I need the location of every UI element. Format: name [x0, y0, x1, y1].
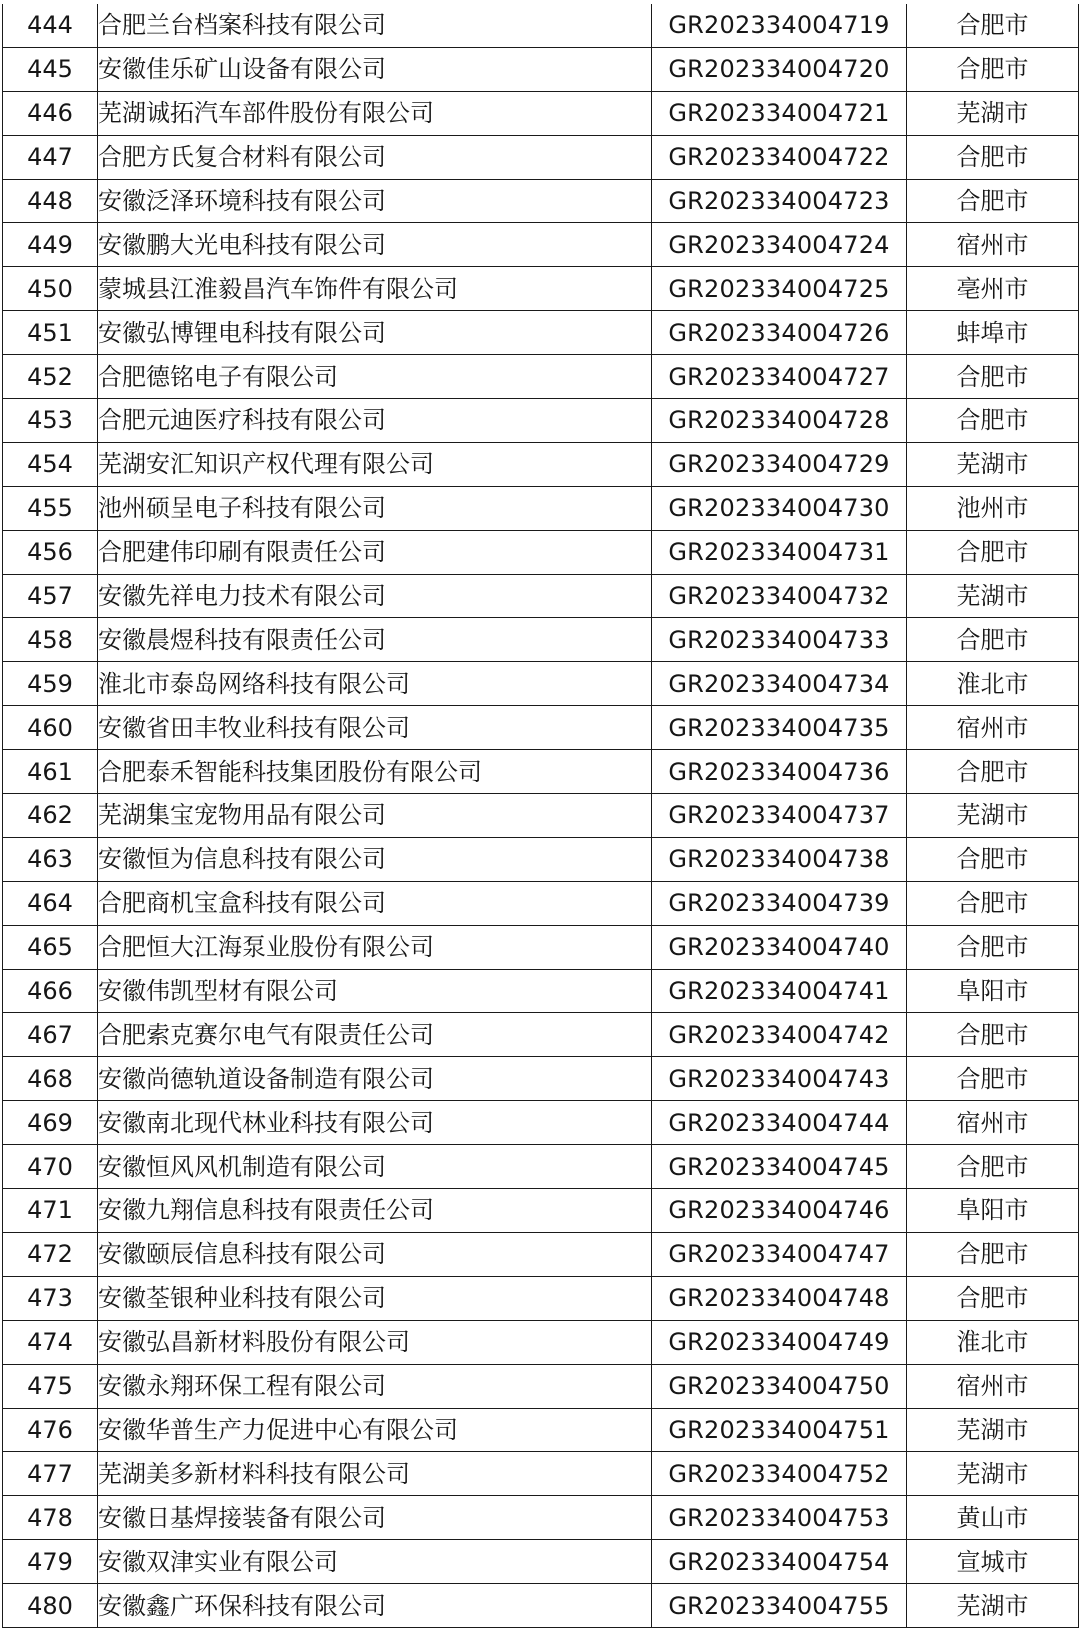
row-number: 452 [3, 355, 98, 399]
row-number: 453 [3, 399, 98, 443]
table-row [3, 530, 1079, 574]
city-name: 合肥市 [907, 530, 1079, 574]
company-name: 安徽弘博锂电科技有限公司 [98, 311, 652, 355]
certificate-number: GR202334004739 [652, 881, 907, 925]
company-name: 安徽恒为信息科技有限公司 [98, 837, 652, 881]
row-number: 477 [3, 1452, 98, 1496]
row-number: 444 [3, 4, 98, 47]
certificate-number: GR202334004733 [652, 618, 907, 662]
city-name: 蚌埠市 [907, 311, 1079, 355]
row-number: 467 [3, 1013, 98, 1057]
city-name: 合肥市 [907, 399, 1079, 443]
table-row [3, 179, 1079, 223]
row-number: 450 [3, 267, 98, 311]
city-name: 合肥市 [907, 837, 1079, 881]
table-body [3, 4, 1079, 1627]
certificate-number: GR202334004747 [652, 1232, 907, 1276]
certificate-number: GR202334004744 [652, 1101, 907, 1145]
certificate-number: GR202334004755 [652, 1584, 907, 1628]
city-name: 合肥市 [907, 750, 1079, 794]
row-number: 470 [3, 1145, 98, 1189]
row-number: 461 [3, 750, 98, 794]
table-row [3, 574, 1079, 618]
row-number: 475 [3, 1364, 98, 1408]
certificate-number: GR202334004742 [652, 1013, 907, 1057]
company-table [2, 4, 1079, 1628]
company-name: 合肥建伟印刷有限责任公司 [98, 530, 652, 574]
certificate-number: GR202334004754 [652, 1540, 907, 1584]
company-name: 安徽南北现代林业科技有限公司 [98, 1101, 652, 1145]
city-name: 宿州市 [907, 1364, 1079, 1408]
row-number: 458 [3, 618, 98, 662]
table-row [3, 135, 1079, 179]
table-row [3, 223, 1079, 267]
table-row [3, 1584, 1079, 1628]
certificate-number: GR202334004743 [652, 1057, 907, 1101]
city-name: 芜湖市 [907, 442, 1079, 486]
city-name: 黄山市 [907, 1496, 1079, 1540]
row-number: 454 [3, 442, 98, 486]
table-row [3, 1145, 1079, 1189]
row-number: 473 [3, 1276, 98, 1320]
certificate-number: GR202334004732 [652, 574, 907, 618]
certificate-number: GR202334004728 [652, 399, 907, 443]
company-name: 安徽尚德轨道设备制造有限公司 [98, 1057, 652, 1101]
row-number: 465 [3, 925, 98, 969]
row-number: 451 [3, 311, 98, 355]
certificate-number: GR202334004736 [652, 750, 907, 794]
certificate-number: GR202334004735 [652, 706, 907, 750]
company-name: 芜湖安汇知识产权代理有限公司 [98, 442, 652, 486]
certificate-number: GR202334004751 [652, 1408, 907, 1452]
certificate-number: GR202334004737 [652, 794, 907, 838]
table-row [3, 4, 1079, 47]
row-number: 479 [3, 1540, 98, 1584]
city-name: 宿州市 [907, 706, 1079, 750]
city-name: 合肥市 [907, 1013, 1079, 1057]
city-name: 宿州市 [907, 1101, 1079, 1145]
row-number: 466 [3, 969, 98, 1013]
company-name: 安徽颐辰信息科技有限公司 [98, 1232, 652, 1276]
certificate-number: GR202334004738 [652, 837, 907, 881]
certificate-number: GR202334004721 [652, 91, 907, 135]
certificate-number: GR202334004719 [652, 4, 907, 47]
row-number: 462 [3, 794, 98, 838]
table-row [3, 486, 1079, 530]
table-row [3, 1452, 1079, 1496]
city-name: 池州市 [907, 486, 1079, 530]
certificate-number: GR202334004729 [652, 442, 907, 486]
city-name: 芜湖市 [907, 794, 1079, 838]
company-name: 安徽鑫广环保科技有限公司 [98, 1584, 652, 1628]
company-name: 安徽省田丰牧业科技有限公司 [98, 706, 652, 750]
city-name: 合肥市 [907, 1145, 1079, 1189]
company-name: 安徽永翔环保工程有限公司 [98, 1364, 652, 1408]
row-number: 469 [3, 1101, 98, 1145]
company-name: 安徽先祥电力技术有限公司 [98, 574, 652, 618]
city-name: 合肥市 [907, 925, 1079, 969]
company-name: 安徽华普生产力促进中心有限公司 [98, 1408, 652, 1452]
company-name: 安徽伟凯型材有限公司 [98, 969, 652, 1013]
table-row [3, 1276, 1079, 1320]
certificate-number: GR202334004722 [652, 135, 907, 179]
certificate-number: GR202334004727 [652, 355, 907, 399]
city-name: 淮北市 [907, 1320, 1079, 1364]
row-number: 459 [3, 662, 98, 706]
certificate-number: GR202334004730 [652, 486, 907, 530]
city-name: 合肥市 [907, 881, 1079, 925]
company-name: 合肥恒大江海泵业股份有限公司 [98, 925, 652, 969]
table-row [3, 750, 1079, 794]
city-name: 合肥市 [907, 355, 1079, 399]
company-name: 安徽双津实业有限公司 [98, 1540, 652, 1584]
row-number: 446 [3, 91, 98, 135]
company-name: 蒙城县江淮毅昌汽车饰件有限公司 [98, 267, 652, 311]
row-number: 471 [3, 1189, 98, 1233]
certificate-number: GR202334004740 [652, 925, 907, 969]
city-name: 合肥市 [907, 47, 1079, 91]
row-number: 474 [3, 1320, 98, 1364]
table-row [3, 47, 1079, 91]
certificate-number: GR202334004734 [652, 662, 907, 706]
certificate-number: GR202334004749 [652, 1320, 907, 1364]
table-row [3, 1320, 1079, 1364]
company-name: 合肥索克赛尔电气有限责任公司 [98, 1013, 652, 1057]
company-name: 芜湖美多新材料科技有限公司 [98, 1452, 652, 1496]
company-name: 安徽泛泽环境科技有限公司 [98, 179, 652, 223]
row-number: 472 [3, 1232, 98, 1276]
table-row [3, 925, 1079, 969]
table-row [3, 355, 1079, 399]
table-row [3, 1496, 1079, 1540]
city-name: 阜阳市 [907, 969, 1079, 1013]
city-name: 合肥市 [907, 1057, 1079, 1101]
company-name: 安徽晨煜科技有限责任公司 [98, 618, 652, 662]
company-name: 合肥兰台档案科技有限公司 [98, 4, 652, 47]
certificate-number: GR202334004750 [652, 1364, 907, 1408]
table-row [3, 1232, 1079, 1276]
row-number: 455 [3, 486, 98, 530]
table-row [3, 1101, 1079, 1145]
table-row [3, 969, 1079, 1013]
company-name: 安徽九翔信息科技有限责任公司 [98, 1189, 652, 1233]
certificate-number: GR202334004745 [652, 1145, 907, 1189]
certificate-number: GR202334004720 [652, 47, 907, 91]
table-row [3, 794, 1079, 838]
company-name: 安徽恒风风机制造有限公司 [98, 1145, 652, 1189]
company-name: 安徽佳乐矿山设备有限公司 [98, 47, 652, 91]
table-row [3, 442, 1079, 486]
city-name: 合肥市 [907, 179, 1079, 223]
table-row [3, 618, 1079, 662]
table-row [3, 706, 1079, 750]
table-row [3, 1013, 1079, 1057]
city-name: 合肥市 [907, 135, 1079, 179]
company-name: 合肥商机宝盒科技有限公司 [98, 881, 652, 925]
company-name: 安徽鹏大光电科技有限公司 [98, 223, 652, 267]
city-name: 亳州市 [907, 267, 1079, 311]
city-name: 宣城市 [907, 1540, 1079, 1584]
city-name: 淮北市 [907, 662, 1079, 706]
company-name: 芜湖诚拓汽车部件股份有限公司 [98, 91, 652, 135]
certificate-number: GR202334004752 [652, 1452, 907, 1496]
city-name: 芜湖市 [907, 574, 1079, 618]
city-name: 芜湖市 [907, 1408, 1079, 1452]
company-name: 安徽荃银种业科技有限公司 [98, 1276, 652, 1320]
certificate-number: GR202334004731 [652, 530, 907, 574]
company-name: 安徽日基焊接装备有限公司 [98, 1496, 652, 1540]
row-number: 468 [3, 1057, 98, 1101]
city-name: 合肥市 [907, 1276, 1079, 1320]
table-row [3, 267, 1079, 311]
city-name: 芜湖市 [907, 1452, 1079, 1496]
table-row [3, 1189, 1079, 1233]
company-name: 合肥德铭电子有限公司 [98, 355, 652, 399]
certificate-number: GR202334004726 [652, 311, 907, 355]
row-number: 456 [3, 530, 98, 574]
company-name: 合肥元迪医疗科技有限公司 [98, 399, 652, 443]
table-row [3, 881, 1079, 925]
company-name: 池州硕呈电子科技有限公司 [98, 486, 652, 530]
table-row [3, 1364, 1079, 1408]
row-number: 448 [3, 179, 98, 223]
company-name: 合肥泰禾智能科技集团股份有限公司 [98, 750, 652, 794]
table-row [3, 399, 1079, 443]
row-number: 460 [3, 706, 98, 750]
row-number: 463 [3, 837, 98, 881]
certificate-number: GR202334004723 [652, 179, 907, 223]
certificate-number: GR202334004741 [652, 969, 907, 1013]
table-row [3, 1540, 1079, 1584]
table-row [3, 662, 1079, 706]
row-number: 480 [3, 1584, 98, 1628]
company-name: 合肥方氏复合材料有限公司 [98, 135, 652, 179]
table-row [3, 1408, 1079, 1452]
company-name: 安徽弘昌新材料股份有限公司 [98, 1320, 652, 1364]
row-number: 449 [3, 223, 98, 267]
certificate-number: GR202334004725 [652, 267, 907, 311]
table-row [3, 1057, 1079, 1101]
row-number: 476 [3, 1408, 98, 1452]
table-row [3, 837, 1079, 881]
row-number: 457 [3, 574, 98, 618]
table-row [3, 91, 1079, 135]
row-number: 445 [3, 47, 98, 91]
company-name: 淮北市泰岛网络科技有限公司 [98, 662, 652, 706]
city-name: 芜湖市 [907, 91, 1079, 135]
certificate-number: GR202334004753 [652, 1496, 907, 1540]
row-number: 478 [3, 1496, 98, 1540]
certificate-number: GR202334004724 [652, 223, 907, 267]
row-number: 447 [3, 135, 98, 179]
certificate-number: GR202334004746 [652, 1189, 907, 1233]
city-name: 宿州市 [907, 223, 1079, 267]
city-name: 合肥市 [907, 4, 1079, 47]
city-name: 阜阳市 [907, 1189, 1079, 1233]
certificate-number: GR202334004748 [652, 1276, 907, 1320]
city-name: 芜湖市 [907, 1584, 1079, 1628]
company-name: 芜湖集宝宠物用品有限公司 [98, 794, 652, 838]
row-number: 464 [3, 881, 98, 925]
city-name: 合肥市 [907, 1232, 1079, 1276]
table-row [3, 311, 1079, 355]
city-name: 合肥市 [907, 618, 1079, 662]
